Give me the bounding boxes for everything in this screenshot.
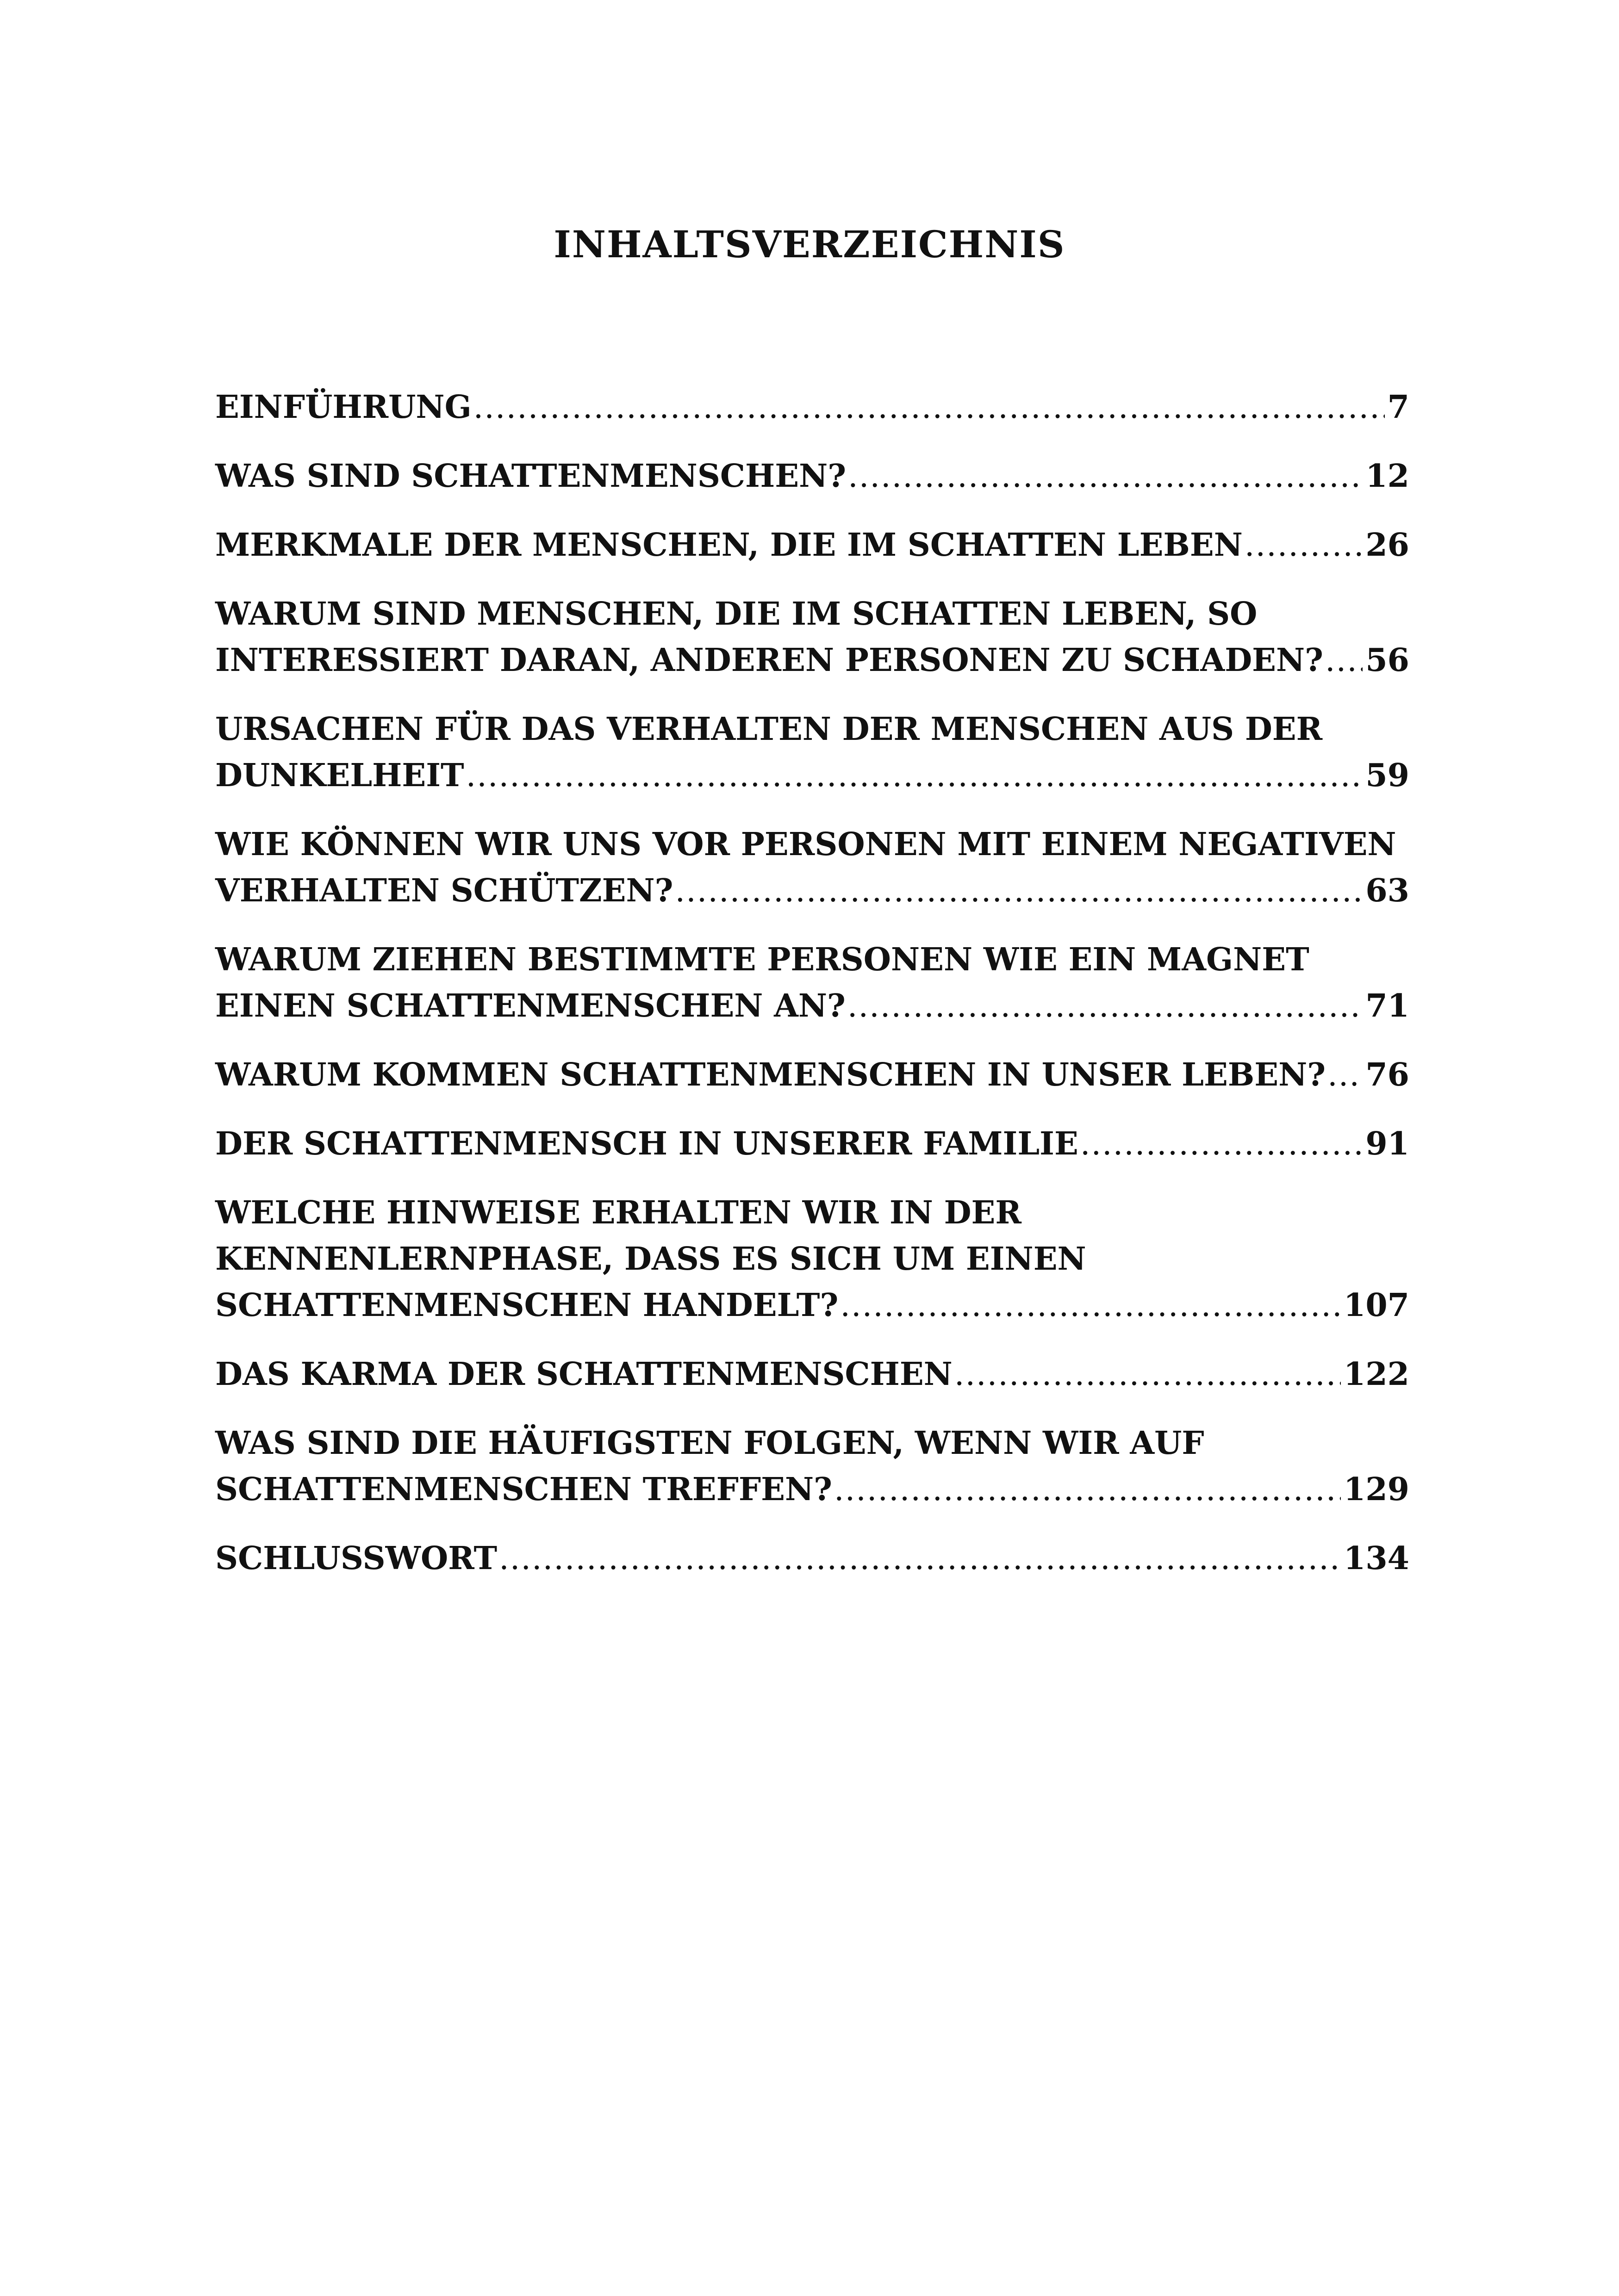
dot-leader bbox=[1080, 1121, 1363, 1167]
toc-entry bbox=[215, 522, 1409, 569]
toc-entry-title-line: DAS KARMA DER SCHATTENMENSCHEN bbox=[215, 1356, 953, 1393]
toc-entry bbox=[215, 384, 1409, 431]
toc-entry-title-line: DUNKELHEIT bbox=[215, 757, 464, 794]
toc-entry-row bbox=[215, 637, 1409, 684]
toc-entry-title-line: INTERESSIERT DARAN, ANDEREN PERSONEN ZU SCHADEN? bbox=[215, 642, 1324, 679]
toc-entry-title-line: SCHATTENMENSCHEN TREFFEN? bbox=[215, 1471, 833, 1508]
toc-entry-title-line: DER SCHATTENMENSCH IN UNSERER FAMILIE bbox=[215, 1125, 1078, 1162]
toc-entry-title-line: URSACHEN FÜR DAS VERHALTEN DER MENSCHEN AUS DER bbox=[215, 711, 1323, 748]
toc-entry-row bbox=[215, 1466, 1409, 1513]
toc-page-number: 59 bbox=[1365, 757, 1409, 794]
toc-entry-title-line: SCHLUSSWORT bbox=[215, 1540, 498, 1577]
dot-leader bbox=[840, 1283, 1341, 1329]
table-of-contents bbox=[215, 384, 1409, 1604]
toc-entry-title-line: WELCHE HINWEISE ERHALTEN WIR IN DER bbox=[215, 1194, 1021, 1231]
dot-leader bbox=[466, 753, 1363, 799]
toc-entry-title-line: WARUM KOMMEN SCHATTENMENSCHEN IN UNSER LEBEN? bbox=[215, 1056, 1326, 1093]
toc-entry bbox=[215, 1351, 1409, 1398]
toc-entry bbox=[215, 1052, 1409, 1098]
toc-entry-row bbox=[215, 1535, 1409, 1582]
dot-leader bbox=[499, 1536, 1341, 1582]
toc-page-number: 129 bbox=[1344, 1471, 1409, 1508]
toc-entry bbox=[215, 453, 1409, 500]
toc-entry-row bbox=[215, 983, 1409, 1030]
toc-entry-title-line: EINEN SCHATTENMENSCHEN AN? bbox=[215, 987, 846, 1024]
toc-entry bbox=[215, 706, 1409, 799]
toc-entry bbox=[215, 1121, 1409, 1167]
toc-entry bbox=[215, 1190, 1409, 1329]
toc-entry-row bbox=[215, 1282, 1409, 1329]
toc-entry-title-line: EINFÜHRUNG bbox=[215, 389, 472, 426]
toc-entry-title-line: WARUM SIND MENSCHEN, DIE IM SCHATTEN LEBEN, SO bbox=[215, 596, 1258, 633]
toc-page-number: 7 bbox=[1387, 389, 1409, 426]
toc-entry-row bbox=[215, 752, 1409, 799]
toc-entry-row bbox=[215, 868, 1409, 914]
toc-entry-title-line: MERKMALE DER MENSCHEN, DIE IM SCHATTEN LEBEN bbox=[215, 527, 1243, 564]
toc-page-number: 12 bbox=[1365, 458, 1409, 495]
toc-entry bbox=[215, 937, 1409, 1030]
dot-leader bbox=[1325, 638, 1363, 684]
page-title: INHALTSVERZEICHNIS bbox=[554, 223, 1065, 266]
toc-page-number: 134 bbox=[1344, 1540, 1409, 1577]
toc-page-number: 107 bbox=[1344, 1287, 1409, 1324]
toc-entry-title-line: VERHALTEN SCHÜTZEN? bbox=[215, 872, 673, 909]
toc-page-number: 91 bbox=[1365, 1125, 1409, 1162]
toc-entry-title-line: WARUM ZIEHEN BESTIMMTE PERSONEN WIE EIN MAGNET bbox=[215, 941, 1309, 978]
dot-leader bbox=[834, 1467, 1341, 1513]
toc-entry bbox=[215, 821, 1409, 914]
toc-page-number: 71 bbox=[1365, 987, 1409, 1024]
toc-entry-title-line: WIE KÖNNEN WIR UNS VOR PERSONEN MIT EINEM NEGATIVEN bbox=[215, 826, 1396, 863]
toc-entry-title-line: KENNENLERNPHASE, DASS ES SICH UM EINEN bbox=[215, 1241, 1086, 1278]
toc-entry bbox=[215, 1535, 1409, 1582]
dot-leader bbox=[1245, 522, 1363, 569]
toc-entry-row bbox=[215, 522, 1409, 569]
toc-entry-row bbox=[215, 1052, 1409, 1098]
toc-entry-row bbox=[215, 1121, 1409, 1167]
toc-entry-row bbox=[215, 453, 1409, 500]
dot-leader bbox=[1327, 1052, 1363, 1098]
toc-page-number: 63 bbox=[1365, 872, 1409, 909]
dot-leader bbox=[848, 453, 1363, 500]
dot-leader bbox=[473, 385, 1385, 431]
dot-leader bbox=[954, 1352, 1341, 1398]
toc-entry-title-line: WAS SIND DIE HÄUFIGSTEN FOLGEN, WENN WIR AUF bbox=[215, 1425, 1204, 1462]
dot-leader bbox=[847, 983, 1363, 1030]
toc-page-number: 56 bbox=[1365, 642, 1409, 679]
toc-page-number: 122 bbox=[1344, 1356, 1409, 1393]
toc-entry bbox=[215, 591, 1409, 684]
toc-entry-row bbox=[215, 384, 1409, 431]
toc-entry-title-line: WAS SIND SCHATTENMENSCHEN? bbox=[215, 458, 847, 495]
toc-page-number: 76 bbox=[1365, 1056, 1409, 1093]
toc-entry-title-line: SCHATTENMENSCHEN HANDELT? bbox=[215, 1287, 839, 1324]
toc-page-number: 26 bbox=[1365, 527, 1409, 564]
toc-entry bbox=[215, 1420, 1409, 1513]
dot-leader bbox=[675, 868, 1363, 914]
toc-entry-row bbox=[215, 1351, 1409, 1398]
